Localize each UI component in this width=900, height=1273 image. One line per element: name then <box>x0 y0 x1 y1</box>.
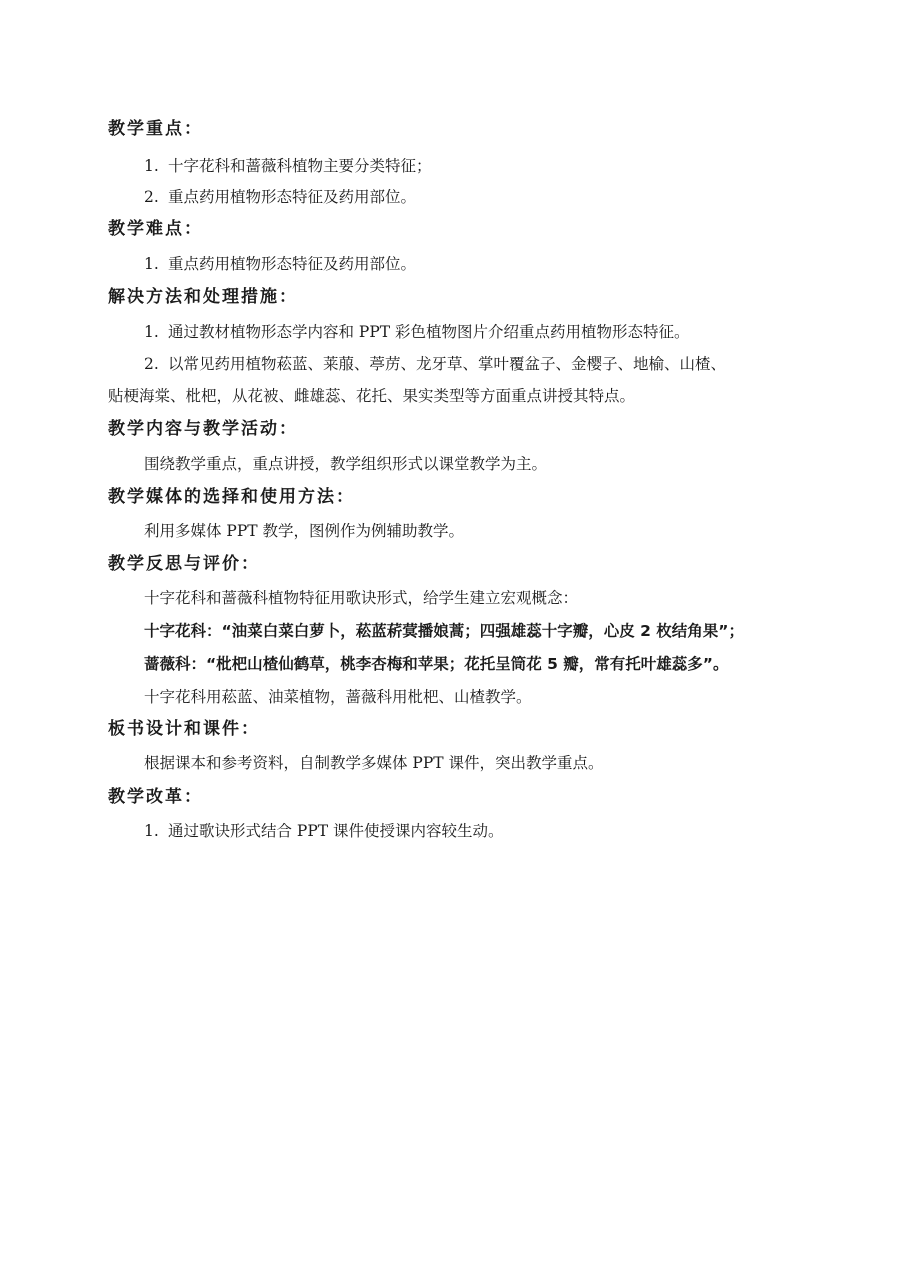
reflection-outro: 十字花科用菘蓝、油菜植物，蔷薇科用枇杷、山楂教学。 <box>144 688 532 706</box>
content-heading: 教学内容与教学活动： <box>108 419 298 439</box>
list-number: 1. <box>144 157 159 175</box>
media-heading: 教学媒体的选择和使用方法： <box>108 487 355 507</box>
list-item-text: 通过教材植物形态学内容和 PPT 彩色植物图片介绍重点药用植物形态特征。 <box>168 323 690 341</box>
reform-item-1 <box>144 820 504 842</box>
list-item-text: 通过歌诀形式结合 PPT 课件使授课内容较生动。 <box>168 822 504 840</box>
solutions-item-2-line-1 <box>144 353 726 375</box>
reflection-verse-cruciferae: 十字花科：“油菜白菜白萝卜，菘蓝菥蓂播娘蒿；四强雄蕊十字瓣，心皮 2 枚结角果”； <box>144 622 744 640</box>
difficulties-heading: 教学难点： <box>108 219 203 239</box>
list-item-text: 重点药用植物形态特征及药用部位。 <box>168 255 417 273</box>
solutions-item-2-line-2: 贴梗海棠、枇杷，从花被、雌雄蕊、花托、果实类型等方面重点讲授其特点。 <box>108 387 636 405</box>
difficulties-item-1 <box>144 253 416 275</box>
list-number: 2. <box>144 355 159 373</box>
list-number: 1. <box>144 822 159 840</box>
key-points-item-1 <box>144 155 432 177</box>
reflection-verse-rosaceae: 蔷薇科：“枇杷山楂仙鹤草，桃李杏梅和苹果；花托呈筒花 5 瓣，常有托叶雄蕊多”。 <box>144 655 729 673</box>
reform-heading: 教学改革： <box>108 787 203 807</box>
content-text: 围绕教学重点，重点讲授，教学组织形式以课堂教学为主。 <box>144 455 548 473</box>
list-number: 1. <box>144 323 159 341</box>
key-points-item-2 <box>144 186 416 208</box>
list-item-text: 以常见药用植物菘蓝、莱菔、葶苈、龙牙草、掌叶覆盆子、金樱子、地榆、山楂、 <box>168 355 727 373</box>
list-item-text: 十字花科和蔷薇科植物主要分类特征； <box>168 157 432 175</box>
solutions-item-1 <box>144 321 690 343</box>
key-points-heading: 教学重点： <box>108 119 203 139</box>
list-item-text: 重点药用植物形态特征及药用部位。 <box>168 188 417 206</box>
reflection-intro: 十字花科和蔷薇科植物特征用歌诀形式，给学生建立宏观概念： <box>144 589 579 607</box>
board-heading: 板书设计和课件： <box>108 719 260 739</box>
list-number: 2. <box>144 188 159 206</box>
reflection-heading: 教学反思与评价： <box>108 554 260 574</box>
media-text: 利用多媒体 PPT 教学，图例作为例辅助教学。 <box>144 522 465 540</box>
board-text: 根据课本和参考资料，自制教学多媒体 PPT 课件，突出教学重点。 <box>144 754 604 772</box>
solutions-heading: 解决方法和处理措施： <box>108 287 298 307</box>
list-number: 1. <box>144 255 159 273</box>
